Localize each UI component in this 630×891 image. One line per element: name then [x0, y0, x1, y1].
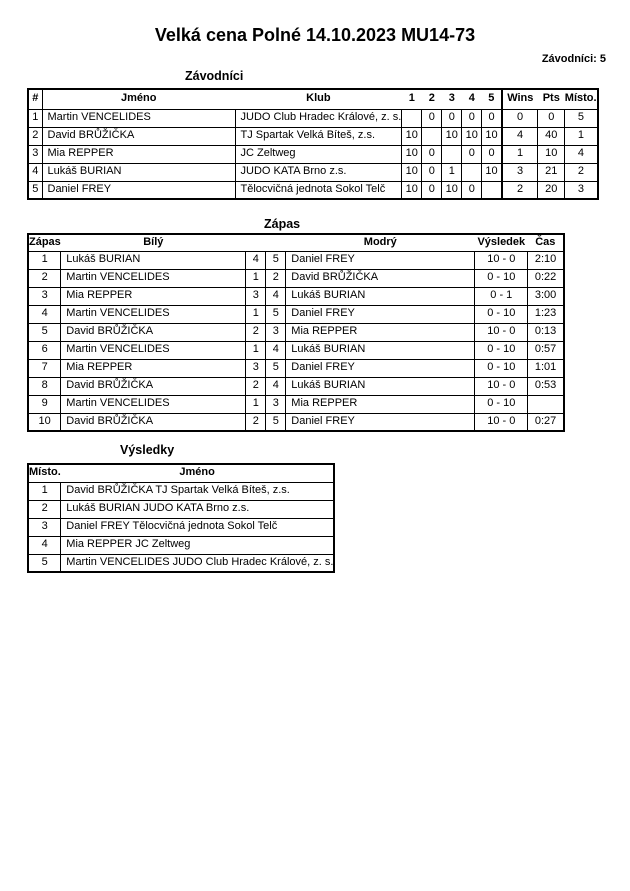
- competitor-name-text: Daniel FREY: [47, 182, 112, 195]
- competitor-club: [235, 127, 402, 145]
- matrix-cell: 0: [422, 163, 442, 181]
- matches-header-row: [28, 234, 564, 251]
- white-player-text: Lukáš BURIAN: [66, 253, 141, 266]
- competitor-club-text: Tělocvičná jednota Sokol Telč: [240, 182, 386, 195]
- result-place: 3: [28, 518, 61, 536]
- match-number: 1: [28, 251, 61, 269]
- matrix-cell: 10: [442, 127, 462, 145]
- match-time: 0:22: [528, 269, 564, 287]
- matrix-cell: 0: [462, 181, 482, 199]
- result-row: [28, 500, 334, 518]
- white-player: [61, 287, 246, 305]
- match-row: [28, 377, 564, 395]
- white-player: [61, 359, 246, 377]
- blue-player-text: Lukáš BURIAN: [291, 343, 366, 356]
- competitor-number: 3: [28, 145, 42, 163]
- white-seed: 2: [246, 377, 266, 395]
- blue-seed: 3: [266, 323, 286, 341]
- match-result: 10 - 0: [475, 251, 528, 269]
- matrix-cell: 0: [482, 109, 502, 127]
- place-value: 5: [565, 109, 598, 127]
- match-number: 5: [28, 323, 61, 341]
- result-name-text: Daniel FREY Tělocvičná jednota Sokol Telč: [66, 520, 278, 533]
- match-result: 0 - 10: [475, 269, 528, 287]
- pts-value: 0: [538, 109, 565, 127]
- blue-seed: 2: [266, 269, 286, 287]
- page-title: Velká cena Polné 14.10.2023 MU14-73: [154, 25, 476, 45]
- match-time: 0:53: [528, 377, 564, 395]
- matrix-cell: 10: [402, 145, 422, 163]
- place-value: 4: [565, 145, 598, 163]
- blue-seed: 4: [266, 341, 286, 359]
- competitor-club-text: JC Zeltweg: [240, 147, 296, 160]
- place-value: 1: [565, 127, 598, 145]
- matrix-cell: 0: [422, 109, 442, 127]
- place-value: 3: [565, 181, 598, 199]
- col-header-white: Bílý: [143, 235, 164, 248]
- match-row: [28, 359, 564, 377]
- col-header-club: Klub: [306, 92, 331, 105]
- match-row: [28, 341, 564, 359]
- match-time: 0:13: [528, 323, 564, 341]
- match-time: 3:00: [528, 287, 564, 305]
- match-result: 0 - 10: [475, 305, 528, 323]
- result-place: 5: [28, 554, 61, 572]
- col-header-pts: Pts: [542, 92, 560, 105]
- col-header-3: 3: [448, 92, 455, 105]
- match-row: [28, 269, 564, 287]
- competitor-name-text: David BRŮŽIČKA: [47, 129, 135, 142]
- matrix-cell: [422, 127, 442, 145]
- competitor-name: [42, 145, 235, 163]
- result-place: 2: [28, 500, 61, 518]
- col-header-4: 4: [468, 92, 475, 105]
- match-row: [28, 413, 564, 431]
- white-player-text: David BRŮŽIČKA: [66, 414, 154, 427]
- matrix-cell: 0: [462, 109, 482, 127]
- competitor-club: [235, 145, 402, 163]
- blue-player: [286, 359, 475, 377]
- matrix-cell: 10: [482, 127, 502, 145]
- competitors-table: [27, 88, 599, 200]
- competitors-count-label: Závodníci: 5: [541, 53, 606, 65]
- competitor-club-text: JUDO KATA Brno z.s.: [240, 165, 347, 178]
- blue-player: [286, 395, 475, 413]
- col-header-place: Místo.: [29, 466, 61, 479]
- blue-player-text: Daniel FREY: [291, 307, 355, 320]
- white-seed: 2: [246, 413, 266, 431]
- blue-player: [286, 413, 475, 431]
- result-name: [61, 518, 335, 536]
- competitor-club: [235, 181, 402, 199]
- result-name-text: Lukáš BURIAN JUDO KATA Brno z.s.: [66, 502, 250, 515]
- matrix-cell: 10: [402, 127, 422, 145]
- match-result: 10 - 0: [475, 413, 528, 431]
- white-seed: 1: [246, 305, 266, 323]
- match-result: 0 - 10: [475, 395, 528, 413]
- result-name: [61, 536, 335, 554]
- white-player: [61, 395, 246, 413]
- blue-player: [286, 305, 475, 323]
- matrix-cell: [402, 109, 422, 127]
- competitor-row: [28, 109, 598, 127]
- result-name: [61, 554, 335, 572]
- blue-seed: 5: [266, 251, 286, 269]
- matrix-cell: [442, 145, 462, 163]
- white-player: [61, 305, 246, 323]
- match-number: 9: [28, 395, 61, 413]
- result-name-text: David BRŮŽIČKA TJ Spartak Velká Bíteš, z.s.: [66, 484, 290, 497]
- match-time: 1:23: [528, 305, 564, 323]
- blue-player-text: David BRŮŽIČKA: [291, 271, 379, 284]
- pts-value: 10: [538, 145, 565, 163]
- competitor-number: 5: [28, 181, 42, 199]
- result-place: 4: [28, 536, 61, 554]
- match-row: [28, 305, 564, 323]
- competitor-club: [235, 163, 402, 181]
- competitor-row: [28, 163, 598, 181]
- matrix-cell: 10: [442, 181, 462, 199]
- blue-player-text: Mia REPPER: [291, 325, 358, 338]
- blue-seed: 4: [266, 377, 286, 395]
- blue-player: [286, 251, 475, 269]
- col-header-match: Zápas: [29, 235, 61, 248]
- col-header-1: 1: [408, 92, 415, 105]
- result-name: [61, 482, 335, 500]
- match-row: [28, 323, 564, 341]
- pts-value: 40: [538, 127, 565, 145]
- result-row: [28, 482, 334, 500]
- match-time: [528, 395, 564, 413]
- white-player: [61, 341, 246, 359]
- white-seed: 4: [246, 251, 266, 269]
- blue-player: [286, 269, 475, 287]
- col-header-time: Čas: [535, 235, 556, 248]
- competitor-club: [235, 109, 402, 127]
- match-result: 0 - 1: [475, 287, 528, 305]
- white-player: [61, 323, 246, 341]
- match-number: 3: [28, 287, 61, 305]
- blue-player-text: Lukáš BURIAN: [291, 379, 366, 392]
- competitor-name-text: Lukáš BURIAN: [47, 165, 122, 178]
- match-number: 6: [28, 341, 61, 359]
- blue-player: [286, 341, 475, 359]
- competitors-header-row: [28, 89, 598, 109]
- blue-player-text: Mia REPPER: [291, 397, 358, 410]
- white-seed: 3: [246, 359, 266, 377]
- result-row: [28, 554, 334, 572]
- matrix-cell: 10: [402, 181, 422, 199]
- competitor-row: [28, 181, 598, 199]
- matrix-cell: 1: [442, 163, 462, 181]
- match-row: [28, 395, 564, 413]
- col-header-5: 5: [488, 92, 495, 105]
- white-seed: 1: [246, 395, 266, 413]
- competitor-name-text: Mia REPPER: [47, 147, 114, 160]
- result-row: [28, 518, 334, 536]
- blue-seed: 4: [266, 287, 286, 305]
- blue-player-text: Daniel FREY: [291, 361, 355, 374]
- white-player-text: Mia REPPER: [66, 361, 133, 374]
- competitor-name: [42, 181, 235, 199]
- blue-seed: 5: [266, 359, 286, 377]
- blue-player: [286, 377, 475, 395]
- white-player-text: Mia REPPER: [66, 289, 133, 302]
- wins-value: 0: [502, 109, 538, 127]
- competitor-club-text: TJ Spartak Velká Bíteš, z.s.: [240, 129, 375, 142]
- col-header-name: Jméno: [179, 466, 215, 479]
- col-header-num: #: [28, 89, 42, 109]
- blue-seed: 5: [266, 305, 286, 323]
- white-seed: 2: [246, 323, 266, 341]
- match-time: 2:10: [528, 251, 564, 269]
- pts-value: 20: [538, 181, 565, 199]
- col-header-blue: Modrý: [363, 235, 397, 248]
- match-row: [28, 251, 564, 269]
- col-header-white-seed: [246, 234, 266, 251]
- blue-seed: 5: [266, 413, 286, 431]
- white-player-text: Martin VENCELIDES: [66, 271, 170, 284]
- white-player-text: Martin VENCELIDES: [66, 397, 170, 410]
- match-number: 10: [28, 413, 61, 431]
- white-player-text: Martin VENCELIDES: [66, 343, 170, 356]
- result-row: [28, 536, 334, 554]
- white-player-text: Martin VENCELIDES: [66, 307, 170, 320]
- wins-value: 1: [502, 145, 538, 163]
- match-result: 10 - 0: [475, 323, 528, 341]
- results-header-row: [28, 464, 334, 482]
- result-name-text: Mia REPPER JC Zeltweg: [66, 538, 191, 551]
- competitor-row: [28, 145, 598, 163]
- matrix-cell: [462, 163, 482, 181]
- pts-value: 21: [538, 163, 565, 181]
- result-name: [61, 500, 335, 518]
- col-header-2: 2: [428, 92, 435, 105]
- matrix-cell: 0: [442, 109, 462, 127]
- matches-table: [27, 233, 565, 432]
- matrix-cell: 0: [462, 145, 482, 163]
- result-place: 1: [28, 482, 61, 500]
- matrix-cell: 10: [402, 163, 422, 181]
- wins-value: 3: [502, 163, 538, 181]
- section-title-vysledky: Výsledky: [120, 443, 175, 457]
- match-number: 7: [28, 359, 61, 377]
- col-header-result: Výsledek: [477, 235, 526, 248]
- competitor-row: [28, 127, 598, 145]
- matrix-cell: 0: [482, 145, 502, 163]
- white-seed: 3: [246, 287, 266, 305]
- match-time: 0:57: [528, 341, 564, 359]
- match-row: [28, 287, 564, 305]
- competitor-name: [42, 163, 235, 181]
- col-header-wins: Wins: [502, 89, 538, 109]
- blue-player-text: Daniel FREY: [291, 414, 355, 427]
- wins-value: 4: [502, 127, 538, 145]
- white-player-text: David BRŮŽIČKA: [66, 379, 154, 392]
- place-value: 2: [565, 163, 598, 181]
- competitor-number: 4: [28, 163, 42, 181]
- matrix-cell: 0: [422, 145, 442, 163]
- section-title-zavodnici: Závodníci: [185, 69, 244, 83]
- blue-player: [286, 323, 475, 341]
- col-header-place: Místo.: [564, 92, 597, 105]
- blue-player-text: Daniel FREY: [291, 253, 355, 266]
- competitor-number: 1: [28, 109, 42, 127]
- competitor-name-text: Martin VENCELIDES: [47, 111, 151, 124]
- competitor-number: 2: [28, 127, 42, 145]
- matrix-cell: 10: [462, 127, 482, 145]
- match-result: 0 - 10: [475, 341, 528, 359]
- result-name-text: Martin VENCELIDES JUDO Club Hradec Králové, z. s.: [66, 555, 334, 568]
- match-result: 10 - 0: [475, 377, 528, 395]
- match-number: 4: [28, 305, 61, 323]
- section-title-zapas: Zápas: [264, 217, 301, 231]
- competitor-name: [42, 127, 235, 145]
- results-table: [27, 463, 335, 573]
- white-player: [61, 377, 246, 395]
- matrix-cell: [482, 181, 502, 199]
- col-header-blue-seed: [266, 234, 286, 251]
- competitor-name: [42, 109, 235, 127]
- white-player-text: David BRŮŽIČKA: [66, 325, 154, 338]
- white-seed: 1: [246, 269, 266, 287]
- matrix-cell: 10: [482, 163, 502, 181]
- white-player: [61, 413, 246, 431]
- match-number: 8: [28, 377, 61, 395]
- white-player: [61, 269, 246, 287]
- match-time: 1:01: [528, 359, 564, 377]
- match-time: 0:27: [528, 413, 564, 431]
- match-result: 0 - 10: [475, 359, 528, 377]
- white-seed: 1: [246, 341, 266, 359]
- matrix-cell: 0: [422, 181, 442, 199]
- col-header-name: Jméno: [121, 92, 157, 105]
- competitor-club-text: JUDO Club Hradec Králové, z. s.: [240, 111, 402, 124]
- blue-seed: 3: [266, 395, 286, 413]
- blue-player: [286, 287, 475, 305]
- wins-value: 2: [502, 181, 538, 199]
- white-player: [61, 251, 246, 269]
- match-number: 2: [28, 269, 61, 287]
- blue-player-text: Lukáš BURIAN: [291, 289, 366, 302]
